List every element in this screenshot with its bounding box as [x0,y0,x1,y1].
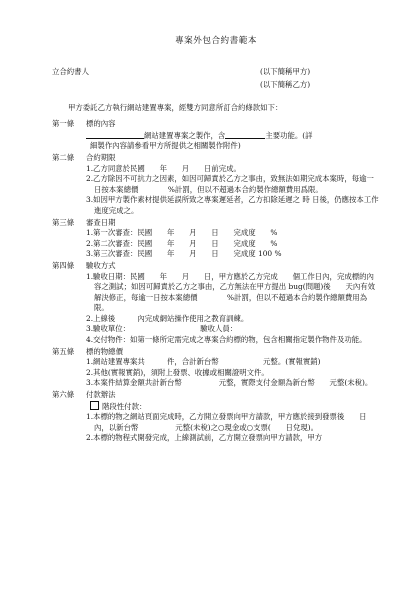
article-title: 審查日期 [86,217,116,227]
list-item: 1.網站建置專案共 件，合計新台幣 元整。(實報實銷) [86,357,321,367]
list-item: 1.本標的物之網站頁面完成時，乙方開立發票向甲方請款，甲方應於接到發票後 日內，以新台幣 元整(未稅)之○現金或○支票( 日兌現)。 [86,412,367,432]
list-item: 1.驗收日期：民國 年 月 日，甲方應於乙方完成 個工作日內，完成標的內容之測試；如因可歸責於乙方之事由，乙方無法在甲方提出 bug(問題)後 天內有效解決修正，每逾一日按本案總價 %計罰，但以不超過本合約製作總額費用為限。 [86,271,376,313]
article-number: 第二條 [52,152,75,162]
blank-line [225,130,265,139]
list-item: 1.乙方同意於民國 年 月 日前完成。 [86,163,241,173]
article-number: 第六條 [52,390,75,400]
article-title: 合約期限 [86,152,116,162]
article-title: 付款辦法 [86,390,116,400]
article-6-body [86,401,380,444]
intro-paragraph: 甲方委託乙方執行網站建置專案，經雙方同意所訂合約條款如下： [68,102,283,112]
article-number: 第四條 [52,260,75,270]
article-number: 第一條 [52,119,75,129]
article-4-body [86,272,380,346]
list-item: 2.乙方除因不可抗力之因素，如因可歸責於乙方之事由，致無法如期完成本案時，每逾一日按本案總價 %計罰，但以不超過本合約製作總額費用爲限。 [86,174,374,194]
party-b-label: (以下簡稱乙方) [260,79,311,89]
article-title: 驗收方式 [86,260,116,270]
list-item: 4.交付物件：如第一條所定需完成之專案合約標的物，包含相關指定製作物件及功能。 [86,335,367,345]
parties-label: 立合約書人 [52,66,89,76]
list-item: 2.本標的物程式開發完成，上線測試前，乙方開立發票向甲方請款，甲方 [86,433,323,443]
list-item: 3.驗收單位： 驗收人員： [86,324,238,334]
article-number: 第五條 [52,346,75,356]
party-a-label: (以下簡稱甲方) [260,66,311,76]
list-item: 2.第二次審查：民國 年 月 日 完成度 % [86,238,278,248]
article-1-text-c: 細製作內容請參看甲方所提供之相關製作附件) [90,141,241,151]
list-item: 3.本案件結算金額共計新台幣 元整，實際支付金額為新台幣 元整(未稅)。 [86,378,373,388]
article-1-text-a: 網站建置專案之製作，含 [144,130,226,140]
article-5-heading [52,347,380,358]
blank-line [86,130,144,139]
article-2-body [86,164,380,217]
article-number: 第三條 [52,217,75,227]
article-2-heading [52,153,380,164]
article-3-body [86,228,380,260]
installment-option [86,401,380,413]
article-1-heading [52,119,380,130]
article-3-heading [52,218,380,229]
article-5-body [86,357,380,389]
document-title: 專案外包合約書範本 [175,36,257,46]
article-title: 標的物總價 [86,346,123,356]
article-title: 標的內容 [86,119,116,129]
list-item: 2.其他(實報實銷)，須附上發票、收據或相關證明文件。 [86,367,269,377]
article-6-heading [52,390,380,401]
installment-label: 階段性付款： [102,401,147,411]
article-1-body [86,130,380,152]
installment-checkbox[interactable] [90,401,99,410]
contract-parties [52,67,380,93]
article-4-heading [52,261,380,272]
list-item: 3.如因甲方製作素材提供延誤所致之專案遲延者，乙方扣除延遲之 時 日後，仍應按本工作進度完成之。 [86,195,379,215]
list-item: 2.上線後 內完成網站操作使用之教育訓練。 [86,313,249,323]
list-item: 3.第三次審查：民國 年 月 日 完成度 100 % [86,249,282,259]
list-item: 1.第一次審查：民國 年 月 日 完成度 % [86,228,278,238]
article-1-text-b: 主要功能。(詳 [265,130,313,140]
